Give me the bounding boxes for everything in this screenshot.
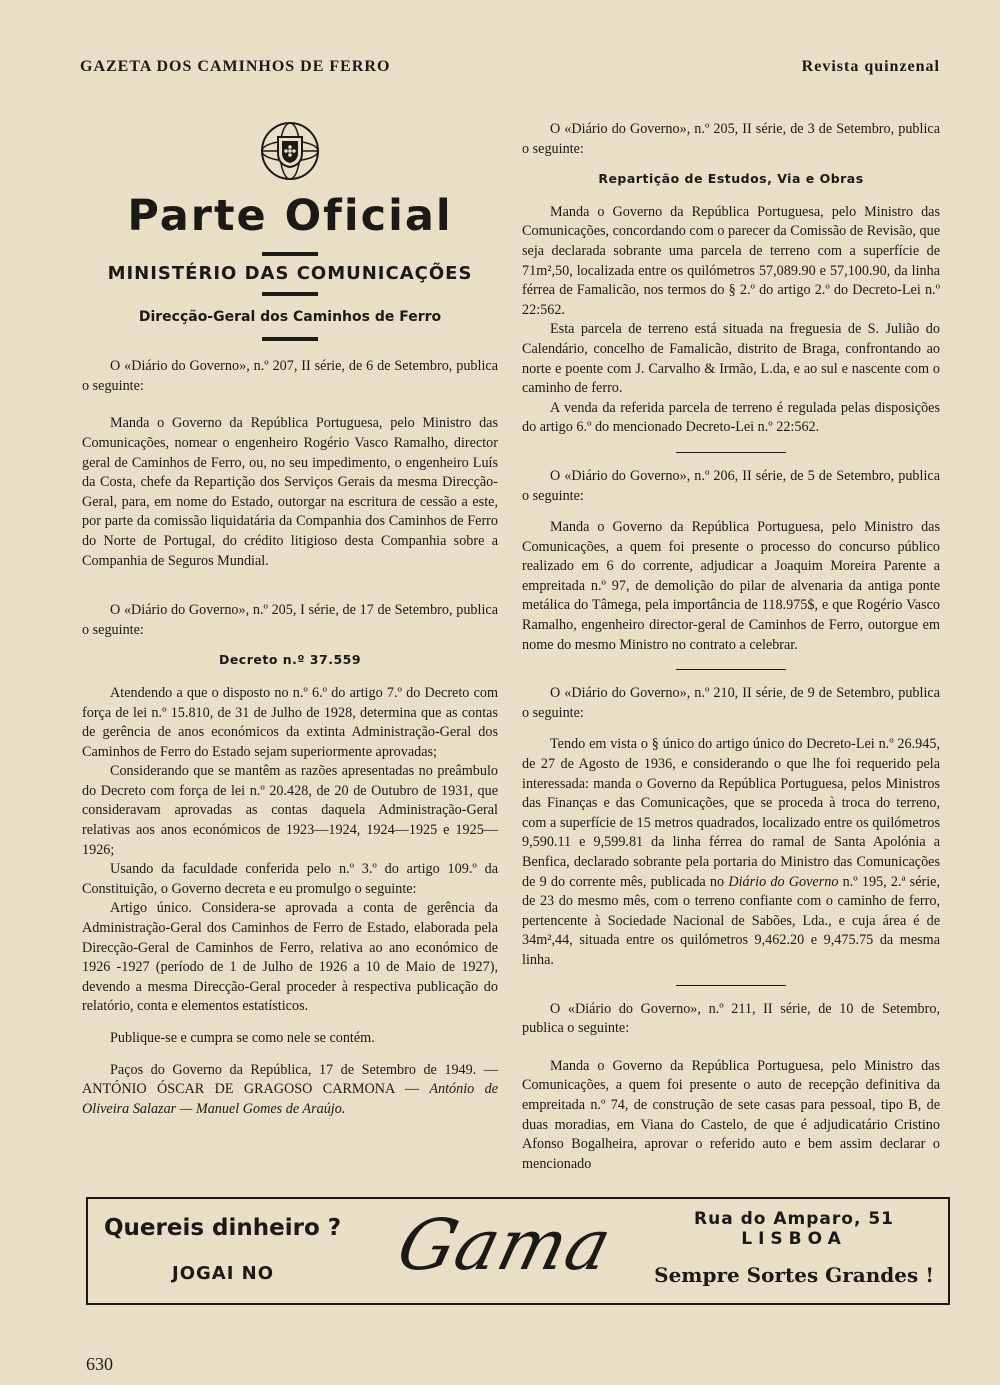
divider <box>262 337 318 341</box>
divider <box>676 452 786 453</box>
article-text: n.º 195, 2.ª série, de 23 do mesmo mês, com o terreno confiante com o caminho de ferro, pertencente à Sociedade Nacional de Sabões, Lda., e cuja área é de 34m²,44, situada entre os quilómetros 9,462.20 e 9,475.75 da mesma linha. <box>522 873 940 968</box>
decree-signature-text: Paços do Governo da República, 17 de Setembro de 1949. — ANTÓNIO ÓSCAR DE GRAGOSO CARMONA — <box>82 1061 498 1098</box>
directorate-heading: Direcção-Geral dos Caminhos de Ferro <box>138 308 442 325</box>
section-title: Parte Oficial <box>127 191 453 241</box>
ad-address <box>656 1209 932 1249</box>
gazette-intro: O «Diário do Governo», n.º 210, II série, de 9 de Setembro, publica o seguinte: <box>522 685 940 721</box>
decree-paragraph: Artigo único. Considera-se aprovada a conta de gerência da Administração-Geral dos Caminhos de Ferro de Estado, elaborada pela Direcção-Geral de Caminhos de Ferro, relativa ao ano económico de 1926 -1927 (período de 1 de Julho de 1926 a 10 de Maio de 1927), devendo a mesma Direcção-Geral proceder à respectiva publicação do relatório, conta e elementos estatísticos. <box>82 900 498 1015</box>
right-column <box>522 120 940 1174</box>
article-paragraph: Manda o Governo da República Portuguesa, pelo Ministro das Comunicações, a quem foi presente o auto de recepção definitiva da empreitada n.º 74, de construção de sete casas para pessoal, tipo B, de duas moradias, em Viana do Castelo, de que é adjudicatário Cristino Afonso Bogalheira, aprovar o referido auto e bem assim declarar o mencionado <box>522 1057 940 1172</box>
article-paragraph <box>522 735 940 970</box>
gazette-intro: O «Diário do Governo», n.º 205, II série, de 3 de Setembro, publica o seguinte: <box>522 121 940 157</box>
page-number: 630 <box>86 1354 113 1374</box>
left-column <box>82 120 498 1119</box>
publication-name: Diário do Governo <box>728 873 839 890</box>
article-paragraph: A venda da referida parcela de terreno é regulada pelas disposições do artigo 6.º do mencionado Decreto-Lei n.º 22:562. <box>522 399 940 436</box>
ad-slogan: Sempre Sortes Grandes ! <box>654 1263 934 1287</box>
publication-title: GAZETA DOS CAMINHOS DE FERRO <box>80 58 391 75</box>
decree-signature <box>82 1061 498 1120</box>
ad-brand-logo: Gama <box>389 1204 620 1286</box>
ad-city: LISBOA <box>741 1229 847 1249</box>
ad-street: Rua do Amparo, 51 <box>694 1209 894 1229</box>
ad-call-to-action: JOGAI NO <box>172 1263 275 1284</box>
decree-title: Decreto n.º 37.559 <box>218 652 362 668</box>
divider <box>676 985 786 986</box>
article-text: Tendo em vista o § único do artigo único do Decreto-Lei n.º 26.945, de 27 de Agosto de 1936, e considerando o que lhe foi requerido pela interessada: manda o Governo da República Portuguesa, pelos Ministros das Finanças e das Comunicações, que se proceda à troca do terreno, com a superfície de 15 metros quadrados, localizado entre os quilómetros 9,590.11 e 9,599.81 da linha férrea do ramal de Santa Apolónia a Benfica, declarado sobrante pela portaria do Ministro das Comunicações de 9 do corrente mês, publicada no <box>522 736 940 890</box>
ad-question: Quereis dinheiro ? <box>104 1215 342 1241</box>
divider <box>262 292 318 296</box>
decree-signatories: António de Oliveira Salazar — Manuel Gomes de Araújo. <box>82 1081 498 1117</box>
article-paragraph: Esta parcela de terreno está situada na freguesia de S. Julião do Calendário, concelho de Famalicão, distrito de Braga, confrontando ao norte e poente com J. Carvalho & Irmão, L.da, e ao sul e nascente com o caminho de ferro. <box>522 321 940 397</box>
decree-paragraph: Atendendo a que o disposto no n.º 6.º do artigo 7.º do Decreto com força de lei n.º 15.810, de 31 de Julho de 1928, determina que as contas de gerência de anos económicos da extinta Administração-Geral dos Caminhos de Ferro do Estado sejam superiormente aprovadas; <box>82 684 498 760</box>
divider <box>676 669 786 670</box>
article-paragraph: Manda o Governo da República Portuguesa, pelo Ministro das Comunicações, concordando com o parecer da Comissão de Revisão, que seja declarada sobrante uma parcela de terreno com a superfície de 71m²,50, localizada entre os quilómetros 57,089.90 e 57,100.90, da linha férrea de Famalicão, nos termos do § 2.º do artigo 2.º do Decreto-Lei n.º 22:562. <box>522 203 941 318</box>
portuguese-coat-of-arms-icon <box>259 120 321 182</box>
lottery-advertisement <box>86 1197 950 1305</box>
gazette-intro: O «Diário do Governo», n.º 207, II série, de 6 de Setembro, publica o seguinte: <box>82 358 498 394</box>
ministry-heading: MINISTÉRIO DAS COMUNICAÇÕES <box>107 263 473 284</box>
gazette-intro: O «Diário do Governo», n.º 211, II série, de 10 de Setembro, publica o seguinte: <box>522 1000 940 1037</box>
decree-paragraph: Publique-se e cumpra se como nele se contém. <box>110 1030 375 1046</box>
department-heading: Repartição de Estudos, Via e Obras <box>598 171 864 187</box>
divider <box>262 252 318 256</box>
publication-frequency: Revista quinzenal <box>801 58 940 75</box>
decree-paragraph: Considerando que se mantêm as razões apresentadas no preâmbulo do Decreto com força de lei n.º 20.428, de 20 de Outubro de 1931, que consideravam aprovadas as contas daquela Administração-Geral relativas aos anos económicos de 1923—1924, 1924—1925 e 1925—1926; <box>82 763 498 858</box>
decree-paragraph: Usando da faculdade conferida pelo n.º 3.º do artigo 109.º da Constituição, o Governo decreta e eu promulgo o seguinte: <box>82 861 498 897</box>
gazette-intro: O «Diário do Governo», n.º 205, I série, de 17 de Setembro, publica o seguinte: <box>82 602 498 638</box>
article-paragraph: Manda o Governo da República Portuguesa, pelo Ministro das Comunicações, nomear o engenheiro Rogério Vasco Ramalho, director geral de Caminhos de Ferro, ou, no seu impedimento, o engenheiro Luís da Costa, chefe da Repartição dos Serviços Gerais da mesma Direcção-Geral, para, em nome do Estado, outorgar na escritura de cessão a este, por parte da comissão liquidatária da Companhia dos Caminhos de Ferro do Norte de Portugal, do crédito litigioso desta Companhia sobre a Companhia de Seguros Mundial. <box>82 415 498 569</box>
gazette-intro: O «Diário do Governo», n.º 206, II série, de 5 de Setembro, publica o seguinte: <box>522 467 940 504</box>
article-paragraph: Manda o Governo da República Portuguesa, pelo Ministro das Comunicações, a quem foi presente o processo do concurso público realizado em 6 do corrente, adjudicar a Joaquim Moreira Parente a empreitada n.º 97, de demolição do pilar de alvenaria da antiga ponte metálica do Tâmega, pela importância de 118.975$, e que Rogério Vasco Ramalho, engenheiro director-geral de Caminhos de Ferro, outorgue em nome do mesmo Ministro no contrato a celebrar. <box>522 519 940 653</box>
running-header <box>80 58 940 76</box>
